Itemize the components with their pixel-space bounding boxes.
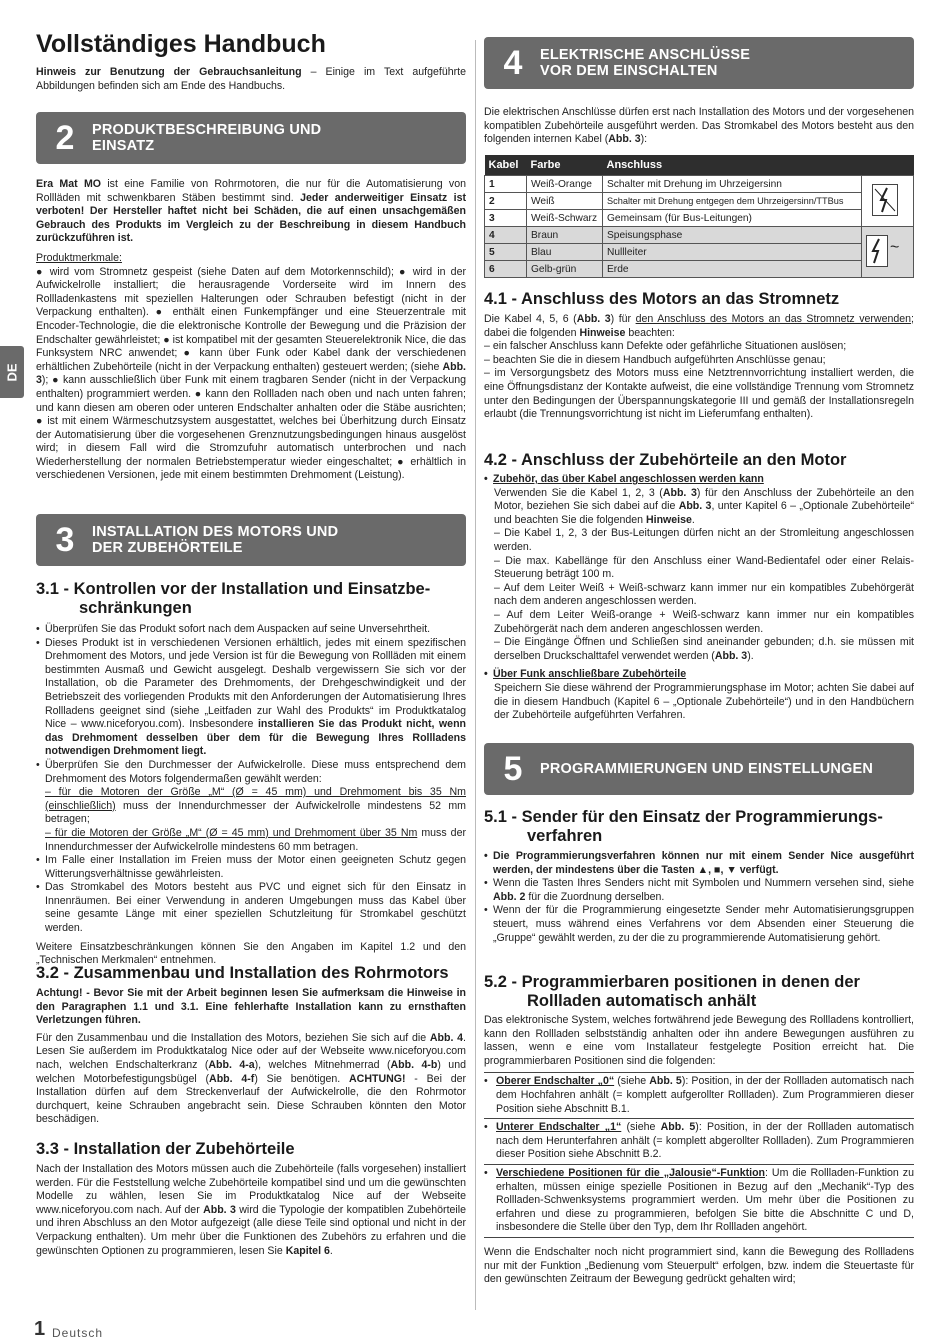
intro-note: Hinweis zur Benutzung der Gebrauchsanleitung – Einige im Text aufgeführte Abbildungen befinden sich am Ende des Handbuchs. (36, 66, 466, 92)
section-4-intro: Die elektrischen Anschlüsse dürfen erst nach Installation des Motors und der vorgesehenen kompatiblen Zubehörteile ausgeführt werden. Das Stromkabel des Motors besteht aus den folgenden internen Kabel (Abb. 3): (484, 106, 914, 146)
section-5-banner: 5 PROGRAMMIERUNGEN UND EINSTELLUNGEN (484, 743, 914, 795)
section-3-2: 3.2 - Zusammenbau und Installation des Rohrmotors Achtung! - Bevor Sie mit der Arbeit beginnen lesen Sie aufmerksam die Hinweise in den Paragraphen 1.1 und 3.1. Eine fehlerhafte Installation kann zu ernsthaften Verletzungen führen. Für den Zusammenbau und die Installation des Motors, beziehen Sie sich auf die Abb. 4. Lesen Sie außerdem im Produktkatalog Nice oder auf der Webseite www.niceforyou.com nach, welchen Endschalterkranz (Abb. 4-a), welches Mitnehmerrad (Abb. 4-b) und welchen Motorbefestigungsbügel (Abb. 4-f) Sie benötigen. ACHTUNG! - Bei der Installation dürfen auf dem Streckenverlauf der Aufwickelrolle, die den Rohrmotor durchquert, keine Schrauben angebracht sein. Diese Schrauben könnten den Motor beschädigen. (36, 964, 467, 1126)
section-3-banner: 3 INSTALLATION DES MOTORS UND DER ZUBEHÖRTEILE (36, 514, 466, 566)
heading-3-2: 3.2 - Zusammenbau und Installation des Rohrmotors (36, 964, 449, 982)
heading-4-2: 4.2 - Anschluss der Zubehörteile an den Motor (484, 451, 847, 469)
column-divider (475, 40, 476, 1310)
section-2-banner: 2 PRODUKTBESCHREIBUNG UND EINSATZ (36, 112, 466, 164)
section-5-1: 5.1 - Sender für den Einsatz der Programmierungs- verfahren • Die Programmierungsverfahren können nur mit einem Sender Nice ausgeführt werden, der mindestens über die Tasten ▲, ■, ▼ verfügt. • Wenn die Tasten Ihres Senders nicht mit Symbolen und Nummern versehen sind, siehe Abb. 2 für die Zuordnung derselben. • Wenn der für die Programmierung eingesetzte Sender mehr Automatisierungsgruppen steuert, muss während eines Verfahrens vor dem Absenden einer Steuerung die „Gruppe“ gewählt werden, zu der die zu programmierende Automatisierung gehört. (484, 808, 914, 945)
table-row: 5 Blau Nullleiter (485, 244, 914, 261)
switch-symbol-icon (872, 184, 898, 216)
language-tab: DE (0, 346, 24, 398)
mains-power-icon (866, 235, 888, 267)
page-title: Vollständiges Handbuch (36, 30, 326, 58)
table-row: 6 Gelb-grün Erde (485, 261, 914, 278)
section-2-body: Era Mat MO ist eine Familie von Rohrmotoren, die nur für die Automatisierung von Rollläden mit schwenkbaren Stäben bestimmt sind. Jeder anderweitiger Einsatz ist verboten! Der Hersteller haftet nicht bei Schäden, die auf einen unsachgemäßen Gebrauch des Produkts im Vergleich zu der Beschreibung in diesem Handbuch zurückzuführen ist. Produktmerkmale: ● wird vom Stromnetz gespeist (siehe Daten auf dem Motorkennschild); ● wird in der Aufwickelrolle installiert; die herausragende Vorderseite wird im Innern des Rollladenkastens mit speziellen Halterungen oder Schrauben befestigt (nicht in der Verpackung enthalten). ● enthält einen Funkempfänger und eine Steuerzentrale mit Encoder-Technologie, die die elektronische Kontrolle der Bewegung und die Präzision der Endschalter gewährleistet; ● ist kompatibel mit der gesamten Steuerelektronik Nice, die das Funksystem NRC anwendet; ● kann über Funk oder Kabel dank der verschiedenen erhältlichen Zubehörteile (nicht in der Verpackung enthalten) gesteuert werden; (siehe Abb. 3); ● kann ausschließlich über Funk mit einem tragbaren Sender (nicht in der Verpackung enthalten) programmiert werden. ● kann den Rollladen nach oben und nach unten fahren; und kann diesen am oberen oder unteren Endschalter anhalten oder die Stäbe ausrichten; ● ist mit einem Wärmeschutzsystem ausgestattet, welches bei Überhitzung durch Einsatz der Automatisierung über die vorgesehenen Grenznutzungsbedingungen hinaus ausgelöst wird; in diesem Fall wird die Stromzufuhr automatisch unterbrochen und nach Wiederherstellung der normalen Betriebstemperatur wieder eingeschaltet; ● erhältlich in verschiedenen Versionen, jede mit einem bestimmten Drehmoment (Leistung). (36, 178, 467, 482)
table-row: 2 Weiß Schalter mit Drehung entgegen dem Uhrzeigersinn/TTBus (485, 193, 914, 210)
section-5-2: 5.2 - Programmierbaren positionen in denen der Rollladen automatisch anhält Das elektronische System, welches fortwährend jede Bewegung des Rollladens kontrolliert, kann den Rollladen selbstständig anhalten oder ihn andere Bewegungen ausführen zu lassen, wenn e eine vom Installateur festgelegte Position erreicht hat. Die programmierbaren Positionen sind die folgenden: • Oberer Endschalter „0“ (siehe Abb. 5): Position, in der der Rollladen automatisch nach dem Hochfahren anhält (= komplett aufgerollter Rollladen). Zum Programmieren dieser Position siehe Abschnitt B.1. • Unterer Endschalter „1“ (siehe Abb. 5): Position, in der der Rollladen automatisch nach dem Herunterfahren anhält (= komplett abgerollter Rollladen). Zum Programmieren dieser Position siehe Abschnitt B.2. • Verschiedene Positionen für die „Jalousie“-Funktion: Um die Rollladen-Funktion zu erhalten, müssen einige spezielle Positionen in Bezug auf den „Mechanik“-Typ des Rollladen-Schwenksystems programmiert werden. Um mehr über die Positionen zu erfahren und diese zu programmieren, befolgen Sie bitte die Abschnitte C und D, insbesondere die Stelle über den Typ, dem Ihr Rollladen angehört. Wenn die Endschalter noch nicht programmiert sind, kann die Bewegung des Rollladens nur mit der Funktion „Bedienung vom Steuerpult“ erfolgen, bzw. indem die Steuertaste für den gewünschten Zeitraum der Bewegung gedrückt gehalten wird; (484, 973, 914, 1287)
section-4-2: 4.2 - Anschluss der Zubehörteile an den Motor • Zubehör, das über Kabel angeschlossen werden kann Verwenden Sie die Kabel 1, 2, 3 (Abb. 3) für den Anschluss der Zubehörteile an den Motor, beziehen Sie sich dabei auf die Abb. 3, unter Kapitel 6 – „Optionale Zubehörteile“ und beachten Sie die folgenden Hinweise. – Die Kabel 1, 2, 3 der Bus-Leitungen dürfen nicht an der Stromleitung angeschlossen werden. – Die max. Kabellänge für den Anschluss einer Wand-Bedientafel oder einer Relais-Steuerung beträgt 100 m. – Auf dem Leiter Weiß + Weiß-schwarz kann immer nur ein kompatibles Zubehörgerät nach dem anderen angeschlossen werden. – Auf dem Leiter Weiß-orange + Weiß-schwarz kann immer nur ein kompatibles Zubehörgerät nach dem anderen angeschlossen werden. – Die Eingänge Öffnen und Schließen sind aneinander gebunden; d.h. sie müssen mit derselben Druckschalttafel verwendet werden (Abb. 3). • Über Funk anschließbare Zubehörteile Speichern Sie diese während der Programmierungsphase im Motor; achten Sie dabei auf die in diesem Handbuch (Kapitel 6 – „Optionale Zubehörteile“) und in den Handbüchern der Zubehörteile aufgeführten Verfahren. (484, 451, 914, 723)
table-row: 4 Braun Speisungsphase ~ (485, 227, 914, 244)
cable-table: Kabel Farbe Anschluss 1 Weiß-Orange Schalter mit Drehung im Uhrzeigersinn 2 Weiß Schalter mit Drehung entgegen dem Uhrzeigersinn/TTBus 3 Weiß-Schwarz Gemeinsam (für Bus-Leitungen) 4 Braun Speisungsphase ~ 5 Blau Nullleiter 6 Gelb-grün Erde (484, 155, 914, 278)
section-3-1: 3.1 - Kontrollen vor der Installation und Einsatzbe- schränkungen • Überprüfen Sie das Produkt sofort nach dem Auspacken auf seine Unversehrtheit. • Dieses Produkt ist in verschiedenen Versionen erhältlich, jedes mit einem spezifischen Drehmoment des Motors, und jede Version ist für die Bewegung von Rollläden mit einem bestimmten Ausmaß und Gewicht ausgelegt. Deshalb vergewissern Sie sich vor der Installation, ob die Parameter des Drehmoments, der Drehgeschwindigkeit und der Betriebszeit des vorliegenden Produkts mit den Anforderungen der Automatisierung Ihres Rollladens geeignet sind (siehe „Leitfaden zur Wahl des Produkts“ im Produktkatalog Nice – www.niceforyou.com). Insbesondere installieren Sie das Produkt nicht, wenn das Drehmoment desselben über dem für die Bewegung Ihres Rollladens notwendigen Drehmoment liegt. • Überprüfen Sie den Durchmesser der Aufwickelrolle. Diese muss entsprechend dem Drehmoment des Motors folgendermaßen gewählt werden: – für die Motoren der Größe „M“ (Ø = 45 mm) und Drehmoment bis 35 Nm (einschließlich) muss der Innendurchmesser der Aufwickelrolle mindestens 52 mm betragen; – für die Motoren der Größe „M“ (Ø = 45 mm) und Drehmoment über 35 Nm muss der Innendurchmesser der Aufwickelrolle mindestens 60 mm betragen. • Im Falle einer Installation im Freien muss der Motor einen geeigneten Schutz gegen Witterungsverhältnisse gewährleisten. • Das Stromkabel des Motors besteht aus PVC und eignet sich für den Einsatz in Innenräumen. Bei einer Verwendung in anderen Umgebungen muss das Kabel über seine gesamte Länge mit einer speziellen Schutzleitung für Stromkabel geschützt werden. Weitere Einsatzbeschränkungen können Sie den Angaben im Kapitel 1.2 und den „Technischen Merkmalen“ entnehmen. (36, 580, 466, 968)
heading-5-1: 5.1 - Sender für den Einsatz der Programmierungs- verfahren (484, 808, 883, 845)
table-row: 1 Weiß-Orange Schalter mit Drehung im Uhrzeigersinn (485, 176, 914, 193)
section-4-banner: 4 ELEKTRISCHE ANSCHLÜSSE VOR DEM EINSCHALTEN (484, 37, 914, 89)
page-number: 1 (34, 1318, 46, 1340)
footer-language: Deutsch (52, 1326, 104, 1340)
section-3-3: 3.3 - Installation der Zubehörteile Nach der Installation des Motors müssen auch die Zubehörteile (falls vorgesehen) installiert werden. Für die Feststellung welche Zubehörteile kompatibel sind und um die gewünschten Modelle zu wählen, lesen Sie im Produktkatalog Nice auf der Webseite www.niceforyou.com nach. Auf der Abb. 3 wird die Typologie der kompatiblen Zubehörteile und ihren Abschluss an den Motor aufgezeigt (alle diese Teile sind optional und nicht in der Verpackung enthalten). Um mehr über die Funktionen des Zubehörs zu erfahren und die gewünschten Optionen zu programmieren, lesen Sie Kapitel 6. (36, 1140, 467, 1257)
heading-3-1: 3.1 - Kontrollen vor der Installation und Einsatzbe- schränkungen (36, 580, 431, 617)
heading-3-3: 3.3 - Installation der Zubehörteile (36, 1140, 295, 1158)
section-4-1: 4.1 - Anschluss des Motors an das Stromnetz Die Kabel 4, 5, 6 (Abb. 3) für den Anschluss des Motors an das Stromnetz verwenden; dabei die folgenden Hinweise beachten: – ein falscher Anschluss kann Defekte oder gefährliche Situationen auslösen; – beachten Sie die in diesem Handbuch aufgeführten Anschlüsse genau; – im Versorgungsbetz des Motors muss eine Netztrennvorrichtung installiert werden, die eine Öffnungsdistanz der Kontakte aufweist, die eine vollständige Trennung vom Stromnetz unter den Bedingungen der Überspannungskategorie III und gemäß der Installationsregeln erlaubt (die Trennungsvorrichtung ist nicht im Lieferumfang enthalten). (484, 290, 914, 421)
heading-5-2: 5.2 - Programmierbaren positionen in denen der Rollladen automatisch anhält (484, 973, 860, 1010)
heading-4-1: 4.1 - Anschluss des Motors an das Stromnetz (484, 290, 840, 308)
ac-symbol: ~ (890, 239, 900, 256)
table-row: 3 Weiß-Schwarz Gemeinsam (für Bus-Leitungen) (485, 210, 914, 227)
